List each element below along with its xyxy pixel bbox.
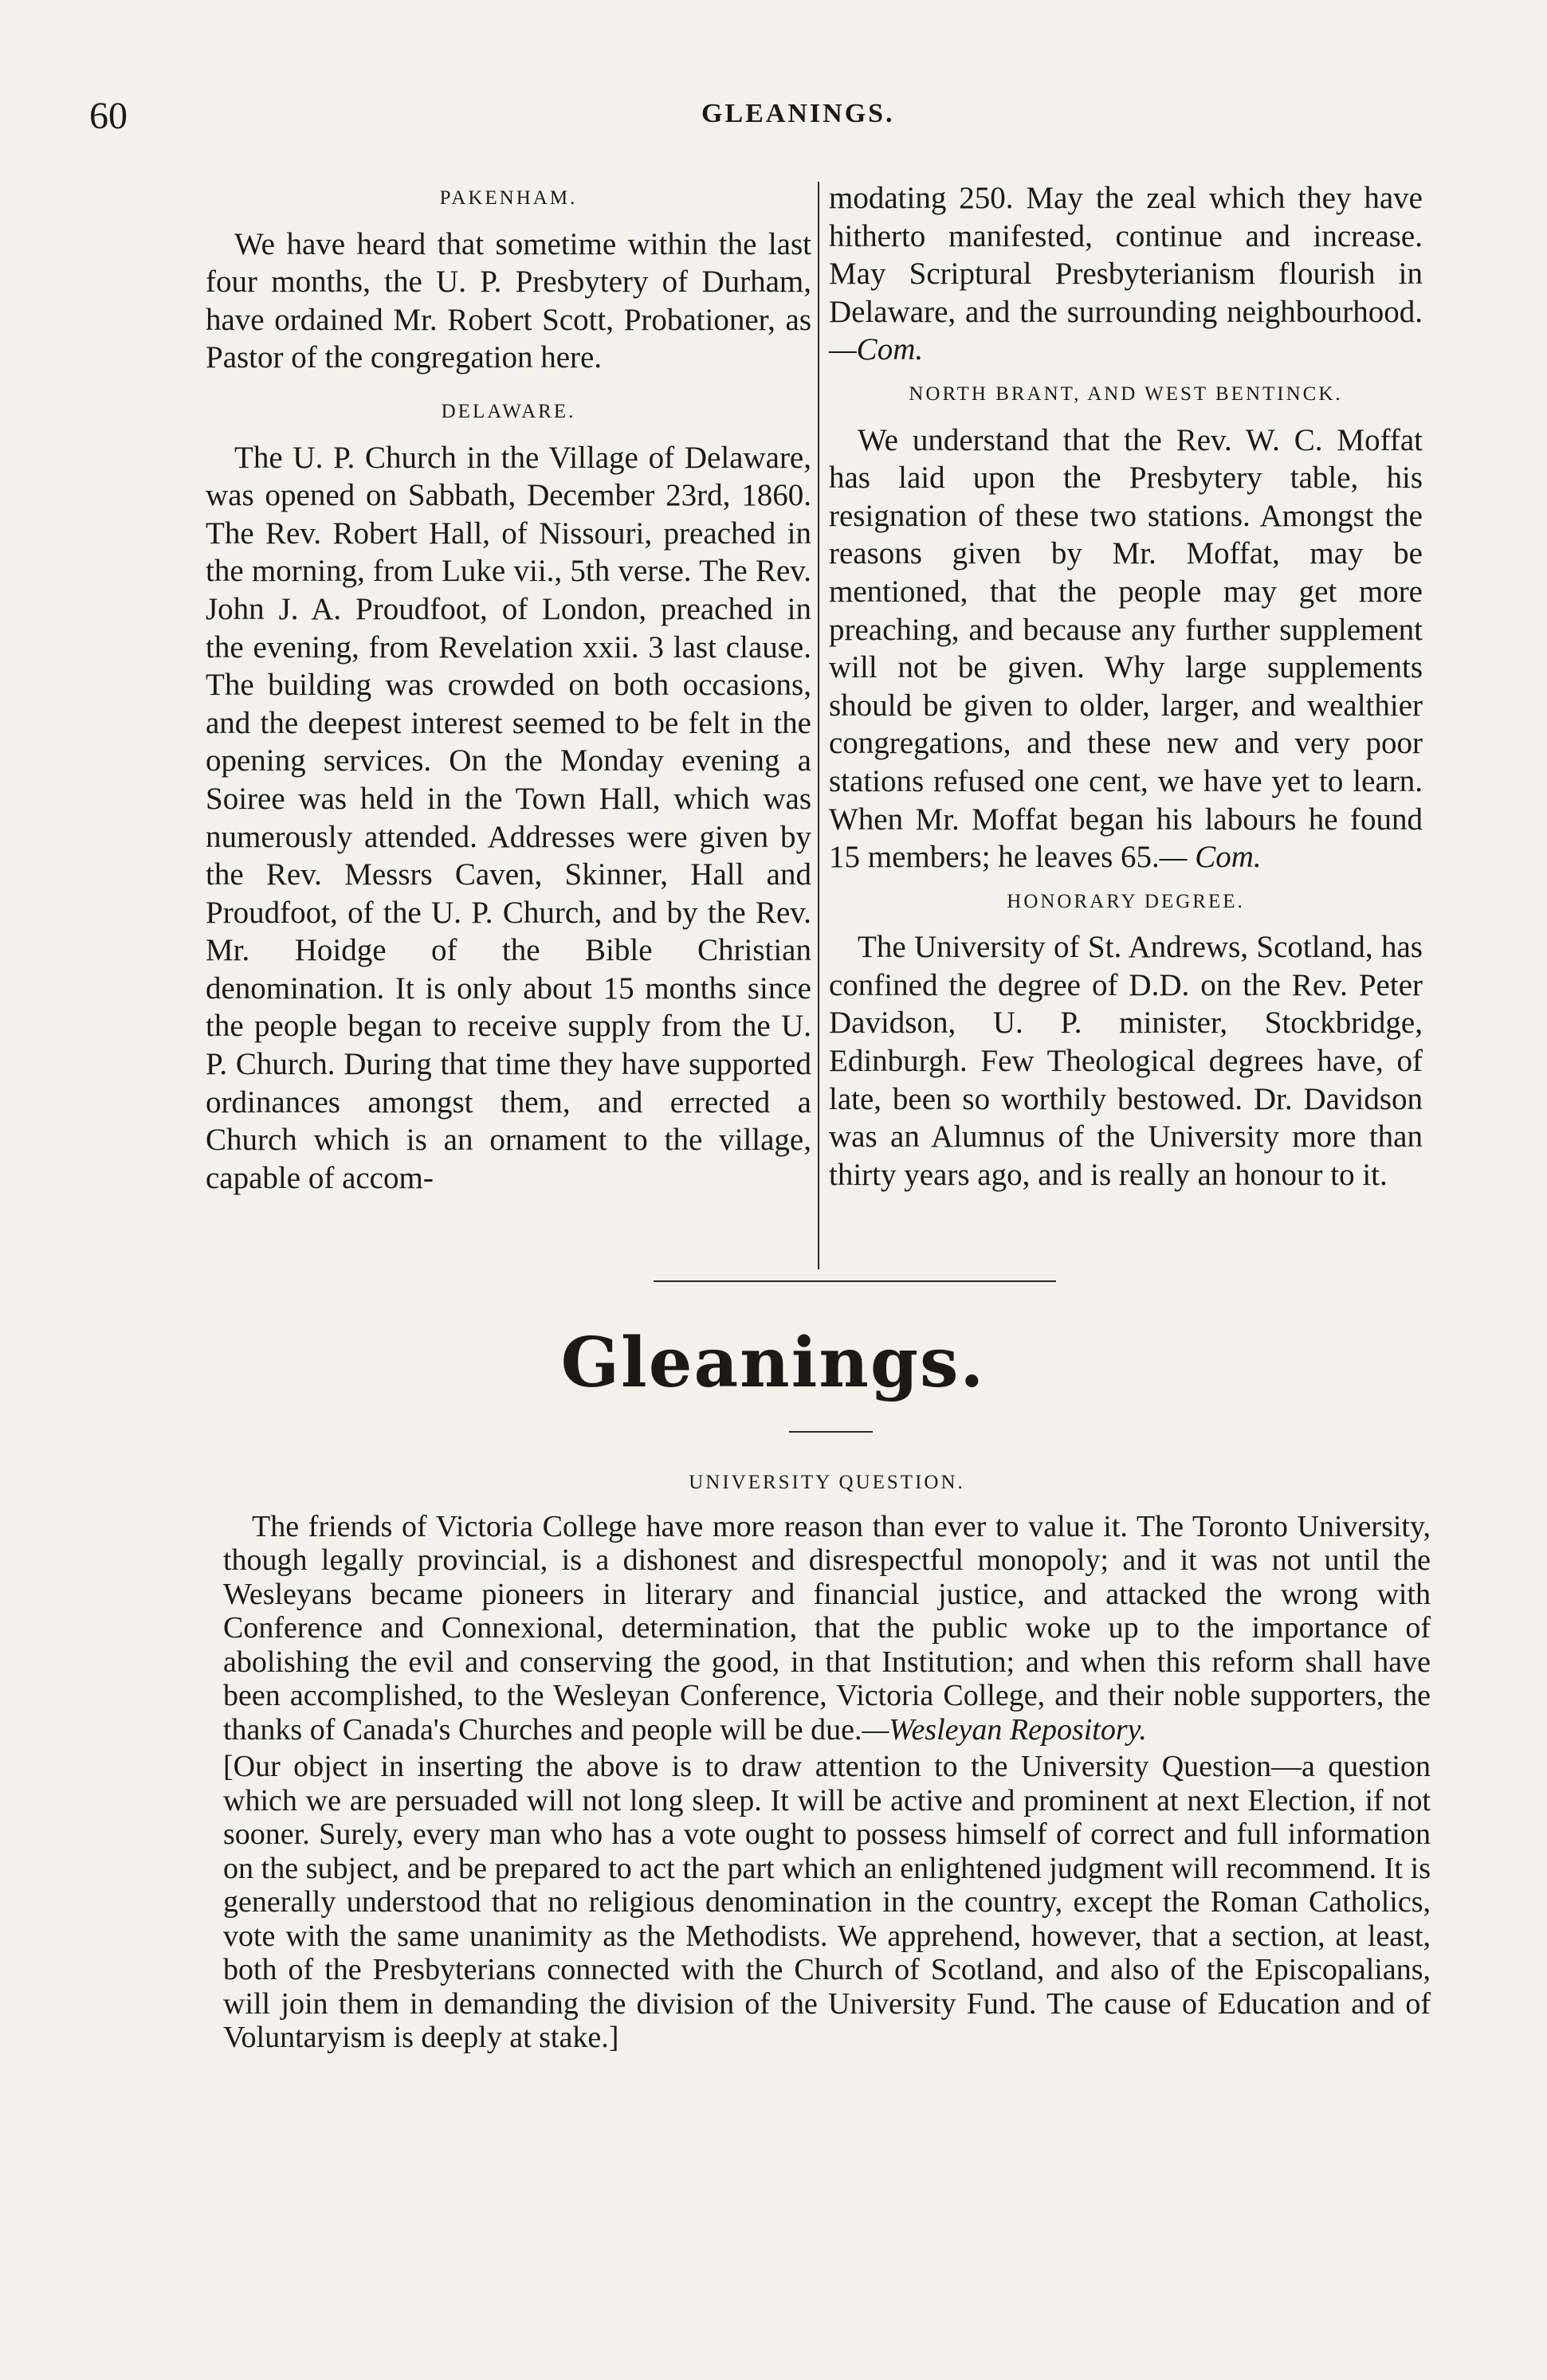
north-brant-heading: NORTH BRANT, AND WEST BENTINCK.: [909, 382, 1343, 405]
page-number: 60: [89, 95, 128, 137]
university-question-heading: UNIVERSITY QUESTION.: [689, 1472, 965, 1493]
pakenham-text: We have heard that sometime within the last four months, the U. P. Presbytery of Durham, have ordained Mr. Robert Scott, Probationer, as Pastor of the congregation here.: [206, 226, 811, 375]
north-brant-text: We understand that the Rev. W. C. Moffat has laid upon the Presbytery table, his resignation of these two stations. Amongst the reasons given by Mr. Moffat, may be mentioned, that the people may get more preaching, and because any further supplement will not be given. Why large supplements should be given to older, larger, and wealthier congregations, and these new and very poor stations refused one cent, we have yet to learn. When Mr. Moffat began his labours he found 15 members; he leaves 65.— Com.: [829, 422, 1423, 875]
column-divider: [818, 182, 819, 1269]
honorary-degree-text: The University of St. Andrews, Scotland, has confined the degree of D.D. on the Rev. Peter Davidson, U. P. minister, Stockbridge, Edinburgh. Few Theological degrees have, of late, been so worthily bestowed. Dr. Davidson was an Alumnus of the University more than thirty years ago, and is really an honour to it.: [829, 930, 1423, 1192]
left-column: [206, 179, 811, 1197]
section-rule-top: [654, 1280, 1056, 1282]
right-column: [829, 179, 1423, 1194]
north-brant-signature: — Com.: [1159, 840, 1262, 875]
university-question-source: —Wesleyan Repository.: [862, 1712, 1147, 1747]
university-question-text: The friends of Victoria College have more reason than ever to value it. The Toronto University, though legally provincial, is a dishonest and disrespectful monopoly; and it was not until the Wesleyans became pioneers in literary and financial justice, and attacked the wrong with Conference and Connexional, determination, that the public woke up to the importance of abolishing the evil and conserving the good, in that Institution; and when this reform shall have been accomplished, to the Wesleyan Conference, Victoria College, and their noble supporters, the thanks of Canada's Churches and people will be due.—Wesleyan Repository.: [223, 1509, 1431, 1747]
pakenham-heading: PAKENHAM.: [439, 187, 578, 209]
delaware-heading: DELAWARE.: [441, 400, 576, 422]
delaware-signature: —Com.: [829, 332, 924, 367]
section-title: Gleanings.: [560, 1323, 986, 1403]
running-title: GLEANINGS.: [701, 99, 895, 128]
delaware-continued-text: modating 250. May the zeal which they have hitherto manifested, continue and increase. May Scriptural Presbyterianism flourish in Delaware, and the surrounding neighbourhood.—Com.: [829, 181, 1423, 367]
section-rule-short: [789, 1431, 873, 1433]
honorary-degree-heading: HONORARY DEGREE.: [1007, 890, 1245, 912]
university-question-article: [223, 1466, 1431, 2055]
editorial-note: [Our object in inserting the above is to draw attention to the University Question—a question which we are persuaded will not long sleep. It will be active and prominent at next Election, if not sooner. Surely, every man who has a vote ought to possess himself of correct and full information on the subject, and be prepared to act the part which an enlightened judgment will recommend. It is generally understood that no religious denomination in the country, except the Roman Catholics, vote with the same unanimity as the Methodists. We apprehend, however, that a section, at least, both of the Presbyterians connected with the Church of Scotland, and also of the Episcopalians, will join them in demanding the division of the University Fund. The cause of Education and of Voluntaryism is deeply at stake.]: [223, 1750, 1431, 2054]
delaware-text: The U. P. Church in the Village of Delaware, was opened on Sabbath, December 23rd, 1860. The Rev. Robert Hall, of Nissouri, preached in the morning, from Luke vii., 5th verse. The Rev. John J. A. Proudfoot, of London, preached in the evening, from Revelation xxii. 3 last clause. The building was crowded on both occasions, and the deepest interest seemed to be felt in the opening services. On the Monday evening a Soiree was held in the Town Hall, which was numerously attended. Addresses were given by the Rev. Messrs Caven, Skinner, Hall and Proudfoot, of the U. P. Church, and by the Rev. Mr. Hoidge of the Bible Christian denomination. It is only about 15 months since the people began to receive supply from the U. P. Church. During that time they have supported ordinances amongst them, and errected a Church which is an ornament to the village, capable of accom-: [206, 440, 811, 1195]
